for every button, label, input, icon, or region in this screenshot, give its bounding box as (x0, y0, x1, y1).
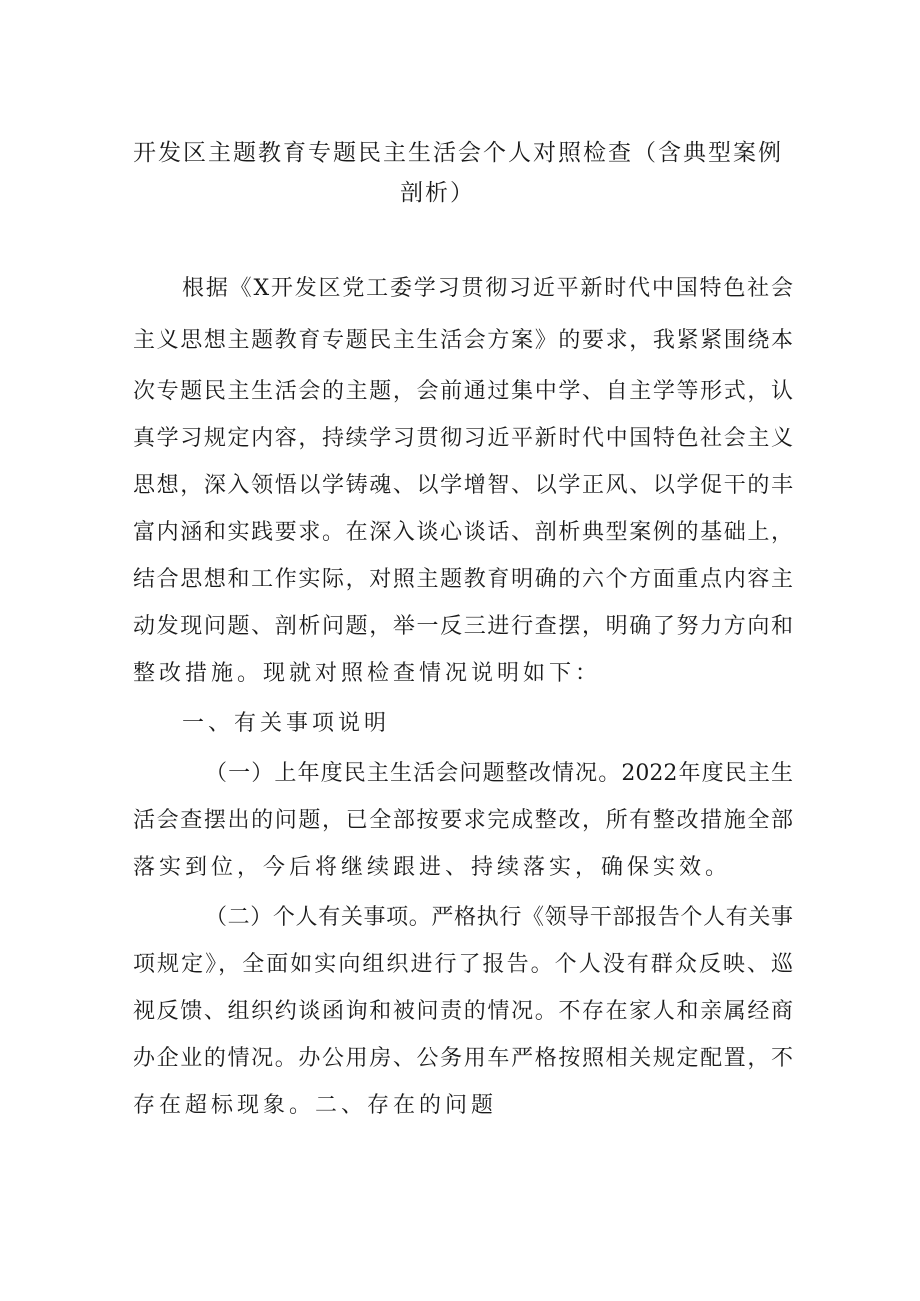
sub1-line: （一）上年度民主生活会问题整改情况。2022年度民主生 (205, 761, 793, 786)
intro-line: 主义思想主题教育专题民主生活会方案》的要求，我紧紧围绕本 (133, 328, 793, 353)
sub1-line: 活会查摆出的问题，已全部按要求完成整改，所有整改措施全部 (133, 808, 793, 833)
sub2-line: 项规定》，全面如实向组织进行了报告。个人没有群众反映、巡 (133, 952, 793, 977)
sub2-line: （二）个人有关事项。严格执行《领导干部报告个人有关事 (205, 905, 793, 930)
section-heading: 一、有关事项说明 (182, 711, 391, 736)
intro-line: 富内涵和实践要求。在深入谈心谈话、剖析典型案例的基础上， (133, 520, 793, 545)
intro-line: 次专题民主生活会的主题，会前通过集中学、自主学等形式，认 (133, 379, 793, 404)
sub2-line: 存在超标现象。二、存在的问题 (133, 1093, 498, 1118)
intro-line: 整改措施。现就对照检查情况说明如下： (133, 661, 602, 686)
sub2-line: 办企业的情况。办公用房、公务用车严格按照相关规定配置，不 (133, 1046, 793, 1071)
sub2-line: 视反馈、组织约谈函询和被问责的情况。不存在家人和亲属经商 (133, 999, 793, 1024)
intro-line: 根据《X开发区党工委学习贯彻习近平新时代中国特色社会 (182, 276, 793, 301)
document-title-line-1: 开发区主题教育专题民主生活会个人对照检查（含典型案例 (133, 140, 783, 166)
document-title-line-2: 剖析） (400, 180, 475, 206)
intro-line: 动发现问题、剖析问题，举一反三进行查摆，明确了努力方向和 (133, 614, 793, 639)
intro-line: 结合思想和工作实际，对照主题教育明确的六个方面重点内容主 (133, 567, 793, 592)
sub1-line: 落实到位，今后将继续跟进、持续落实，确保实效。 (133, 855, 732, 880)
intro-line: 思想，深入领悟以学铸魂、以学增智、以学正风、以学促干的丰 (133, 473, 793, 498)
intro-line: 真学习规定内容，持续学习贯彻习近平新时代中国特色社会主义 (133, 426, 793, 451)
